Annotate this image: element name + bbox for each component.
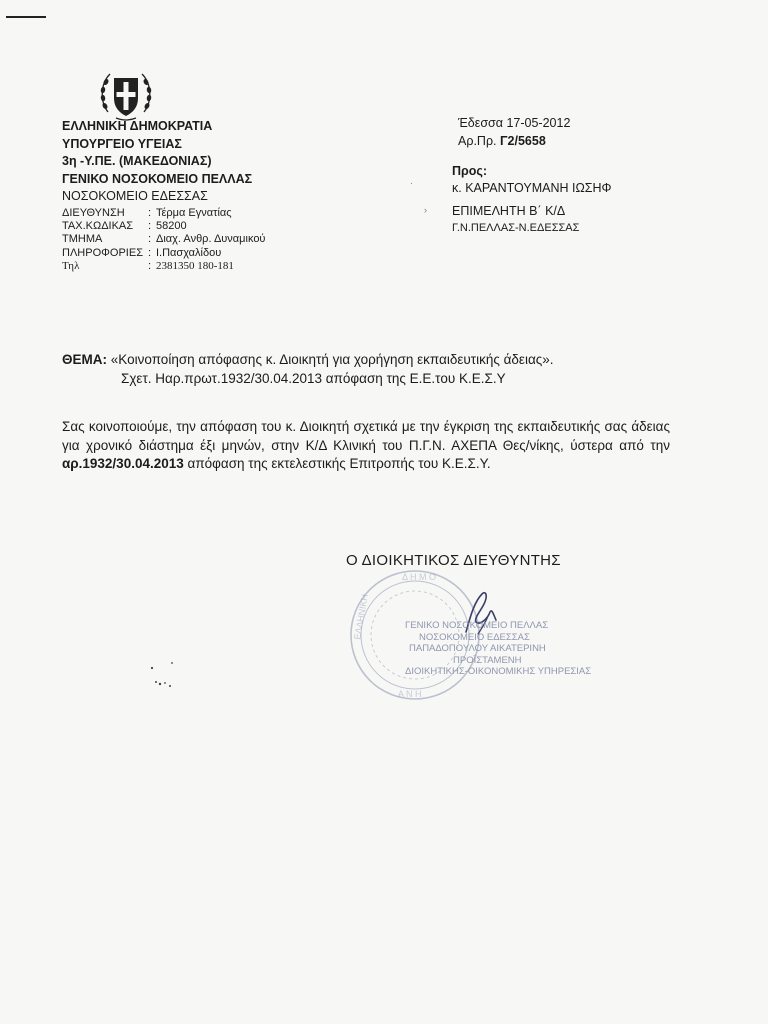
issuer-block (62, 118, 252, 206)
svg-text:Α Ν Η: Α Ν Η (398, 689, 422, 699)
top-mark-line (6, 16, 46, 18)
stamp-line: ΔΙΟΙΚΗΤΙΚΗΣ-ΟΙΚΟΝΟΜΙΚΗΣ ΥΠΗΡΕΣΙΑΣ (405, 666, 592, 677)
greek-emblem-icon (98, 68, 154, 122)
contact-value: 2381350 180-181 (156, 259, 234, 272)
scan-speck: › (424, 205, 427, 215)
contact-row: ΤΜΗΜΑ : Διαχ. Ανθρ. Δυναμικού (62, 233, 266, 246)
contact-block (62, 207, 265, 273)
issuer-line-2: ΥΠΟΥΡΓΕΙΟ ΥΓΕΙΑΣ (62, 136, 182, 151)
contact-value: Διαχ. Ανθρ. Δυναμικού (156, 233, 266, 246)
subject-text: «Κοινοποίηση απόφασης κ. Διοικητή για χορήγηση εκπαιδευτικής άδειας». (110, 352, 554, 367)
contact-label: ΤΜΗΜΑ (62, 233, 103, 246)
recipient-name: κ. ΚΑΡΑΝΤΟΥΜΑΝΗ ΙΩΣΗΦ (452, 181, 612, 195)
contact-label: ΔΙΕΥΘΥΝΣΗ (62, 207, 125, 219)
body-decision-number: αρ.1932/30.04.2013 (62, 456, 184, 471)
subject-block (62, 350, 554, 388)
stamp-line: ΓΕΝΙΚΟ ΝΟΣΟΚΟΜΕΙΟ ΠΕΛΛΑΣ (405, 620, 549, 631)
contact-label: Τηλ (62, 259, 80, 272)
stamp-text-block (405, 620, 591, 678)
date-block (458, 114, 570, 150)
recipient-to-label: Προς: (452, 164, 488, 178)
contact-value: Τέρμα Εγνατίας (156, 207, 232, 219)
contact-value: 58200 (156, 220, 187, 233)
issuer-line-3: 3η -Υ.ΠΕ. (ΜΑΚΕΔΟΝΙΑΣ) (62, 154, 212, 168)
stamp-line: ΠΡΟΪΣΤΑΜΕΝΗ (453, 654, 522, 666)
issuer-line-4: ΓΕΝΙΚΟ ΝΟΣΟΚΟΜΕΙΟ ΠΕΛΛΑΣ (62, 171, 253, 186)
protocol-label: Αρ.Πρ. (458, 134, 497, 148)
place-date: Έδεσσα 17-05-2012 (458, 116, 571, 130)
svg-text:ΕΛΛΗΝΙΚΗ: ΕΛΛΗΝΙΚΗ (352, 593, 370, 641)
contact-label: ΤΑΧ.ΚΩΔΙΚΑΣ (62, 220, 134, 233)
contact-label: ΠΛΗΡΟΦΟΡΙΕΣ (62, 246, 143, 259)
protocol-number: Γ2/5658 (500, 134, 546, 148)
svg-text:Δ Η Μ Ο: Δ Η Μ Ο (402, 572, 437, 582)
contact-value: Ι.Πασχαλίδου (156, 246, 222, 259)
contact-row: ΤΑΧ.ΚΩΔΙΚΑΣ : 58200 (62, 220, 187, 233)
contact-row: Τηλ : 2381350 180-181 (62, 259, 234, 272)
contact-row: ΔΙΕΥΘΥΝΣΗ : Τέρμα Εγνατίας (62, 207, 232, 219)
stamp-line: ΝΟΣΟΚΟΜΕΙΟ ΕΔΕΣΣΑΣ (419, 631, 530, 643)
body-paragraph (62, 418, 670, 474)
scan-speck: · (410, 178, 413, 188)
body-text-part-2: απόφαση της εκτελεστικής Επιτροπής του Κ.Ε.Σ.Υ. (187, 456, 491, 471)
recipient-block (452, 163, 612, 237)
contact-row: ΠΛΗΡΟΦΟΡΙΕΣ : Ι.Πασχαλίδου (62, 246, 222, 259)
signature-title: Ο ΔΙΟΙΚΗΤΙΚΟΣ ΔΙΕΥΘΥΝΤΗΣ (346, 552, 561, 569)
scan-noise-dots (146, 660, 176, 690)
body-text-part-1: Σας κοινοποιούμε, την απόφαση του κ. Διοικητή σχετικά με την έγκριση της εκπαιδευτικής σας άδειας για χρονικό διάστημα έξι μηνών, στην Κ/Δ Κλινική του Π.Γ.Ν. ΑΧΕΠΑ Θες/νίκης, ύστερα από την (62, 419, 670, 453)
stamp-line: ΠΑΠΑΔΟΠΟΥΛΟΥ ΑΙΚΑΤΕΡΙΝΗ (409, 643, 546, 654)
issuer-line-5: ΝΟΣΟΚΟΜΕΙΟ ΕΔΕΣΣΑΣ (62, 189, 208, 203)
protocol-line (458, 132, 570, 150)
subject-label: ΘΕΜΑ: (62, 352, 107, 367)
recipient-title: ΕΠΙΜΕΛΗΤΗ Β΄ Κ/Δ (452, 204, 566, 218)
subject-line (62, 350, 554, 369)
subject-reference: Σχετ. Ηαρ.πρωτ.1932/30.04.2013 απόφαση της Ε.Ε.του Κ.Ε.Σ.Υ (121, 371, 506, 386)
recipient-org: Γ.Ν.ΠΕΛΛΑΣ-Ν.ΕΔΕΣΣΑΣ (452, 222, 580, 234)
issuer-line-1: ΕΛΛΗΝΙΚΗ ΔΗΜΟΚΡΑΤΙΑ (62, 119, 213, 133)
